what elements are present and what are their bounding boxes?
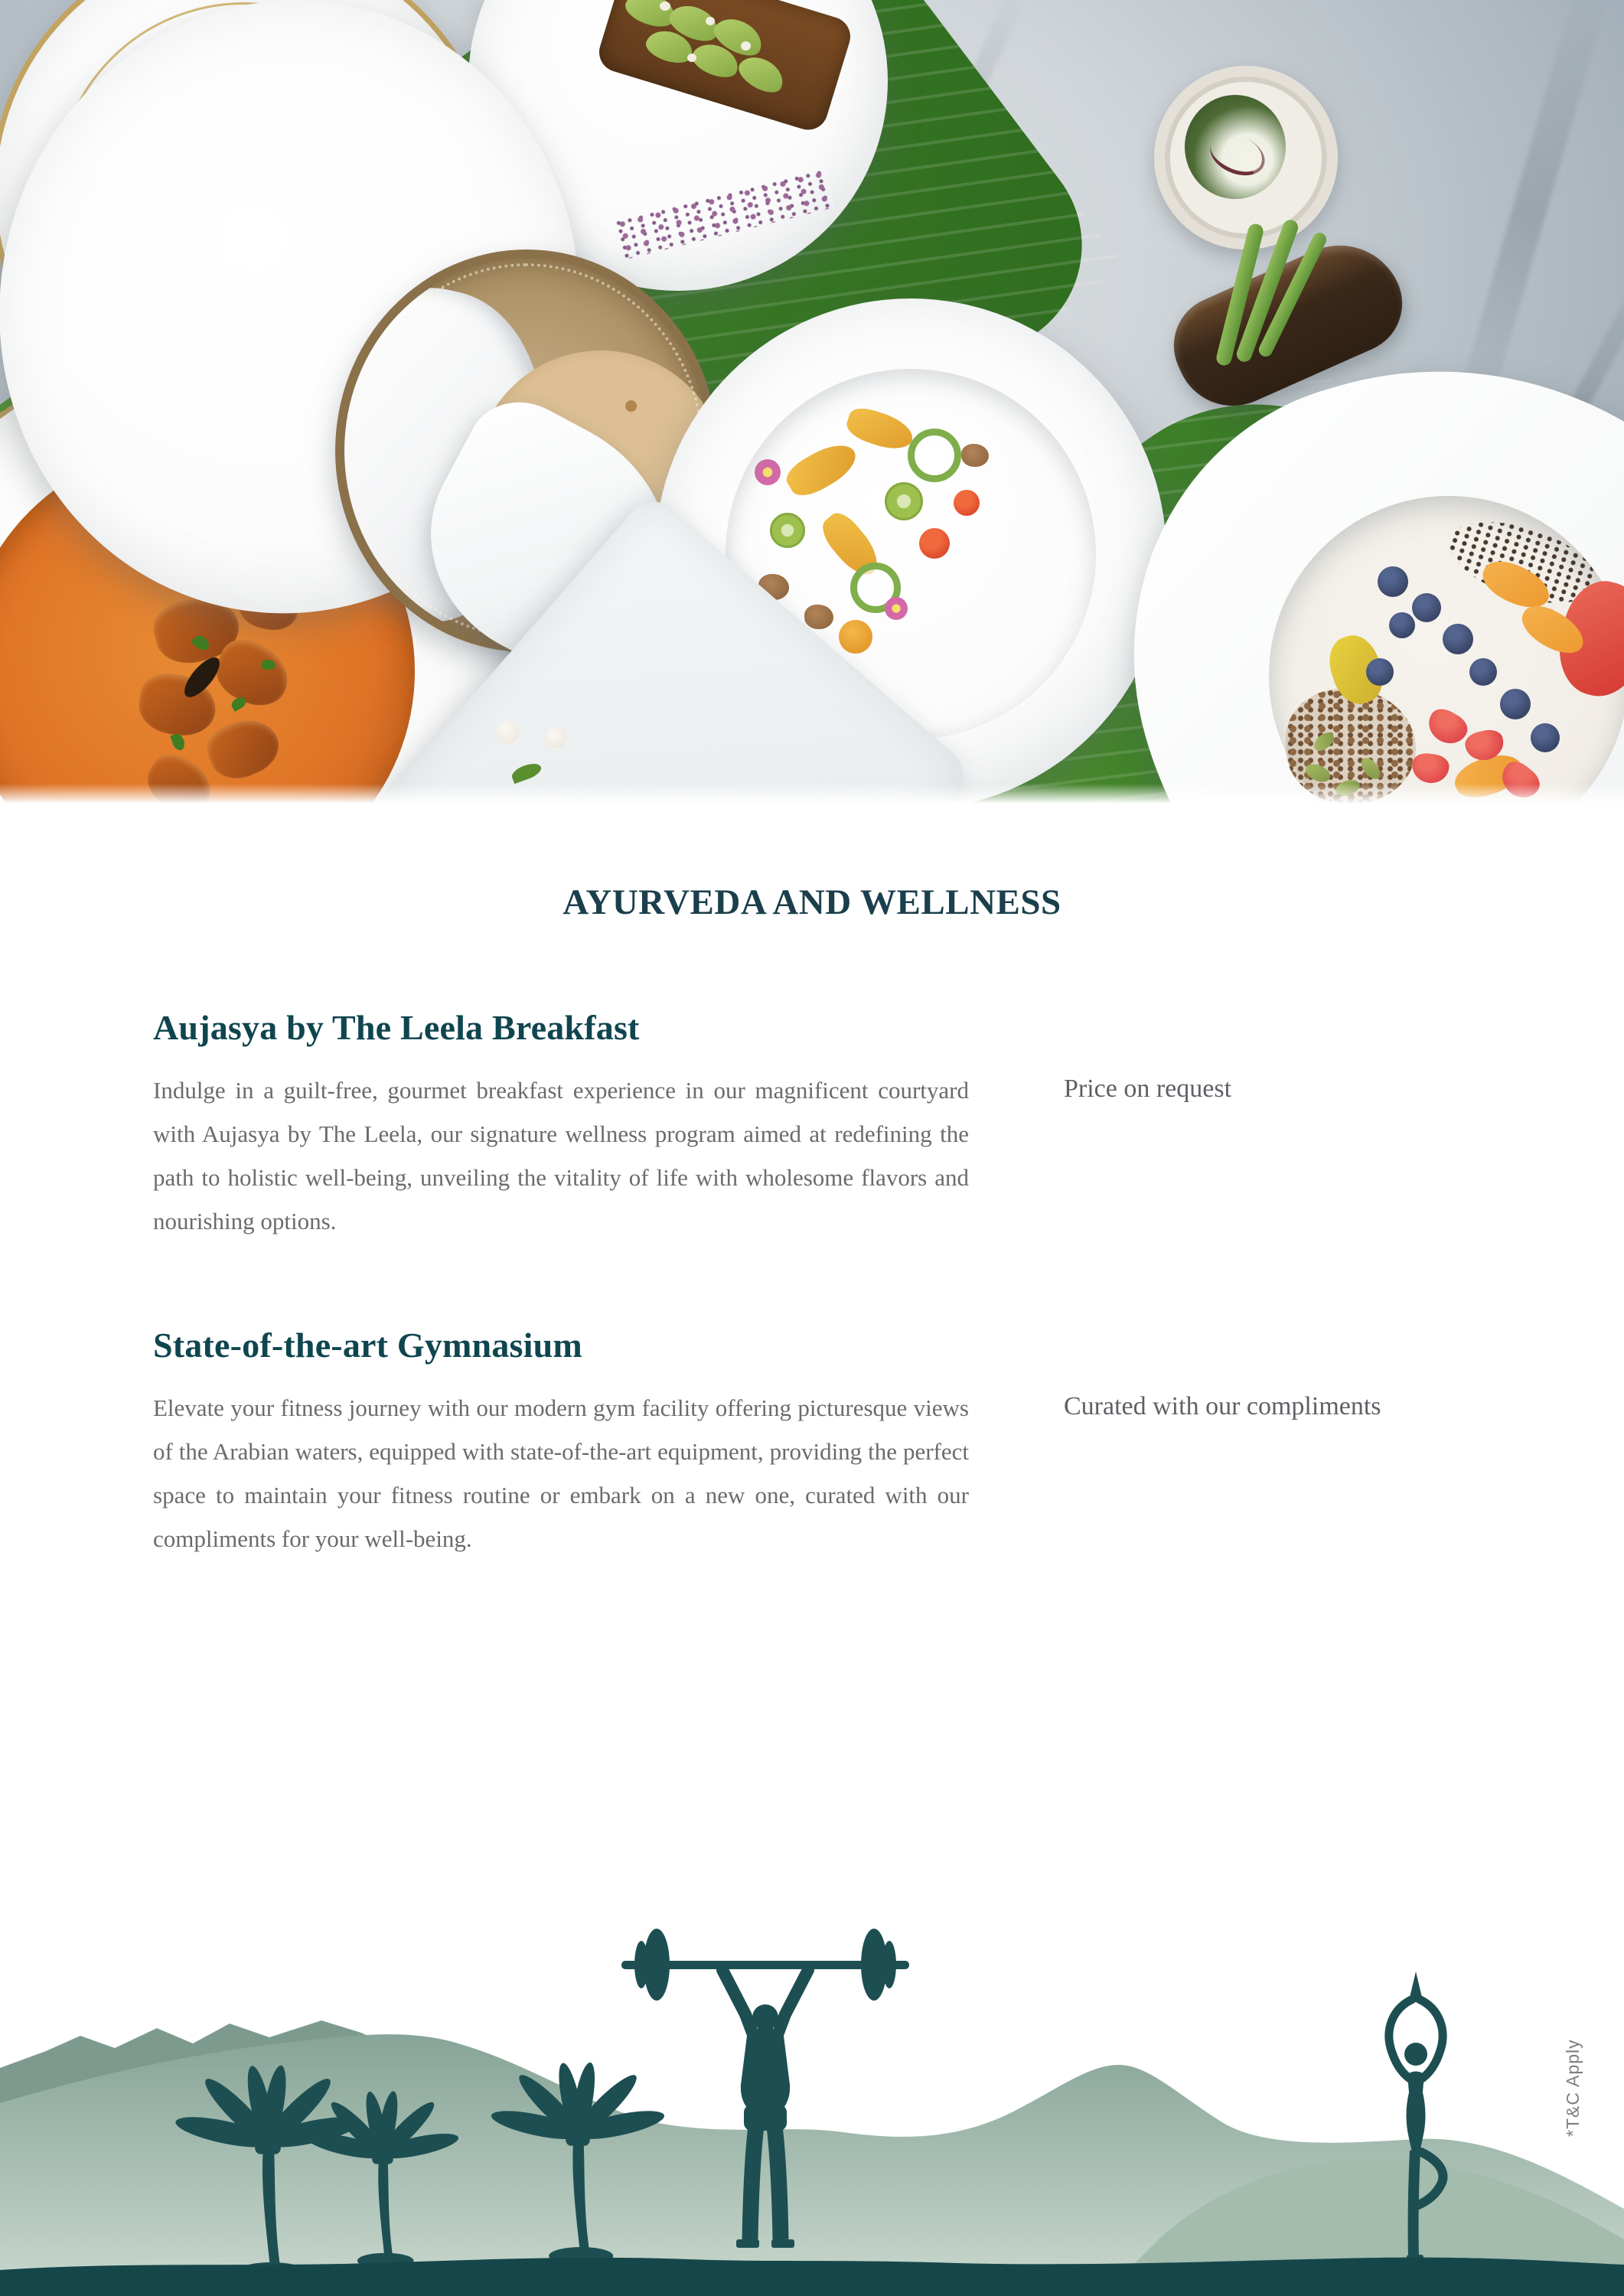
section-body-gymnasium: Elevate your fitness journey with our modern gym facility offering picturesque views of the Arabian waters, equipped with state-of-the-art equipment, providing the perfect space to maintain your fitness routine or embark on a new one, curated with our compliments for your well-being.: [153, 1394, 969, 1552]
cherry-tomato: [919, 528, 950, 559]
microgreens-garnish: [612, 167, 837, 261]
price-note-gymnasium: Curated with our compliments: [1064, 1392, 1381, 1420]
kiwi-slice: [770, 513, 805, 548]
breakfast-spread-photo: [0, 0, 1624, 804]
walnut: [961, 444, 989, 467]
blueberry: [1469, 658, 1497, 686]
cucumber-ribbon: [850, 563, 901, 613]
cheese-crumb: [660, 2, 670, 11]
cheese-crumb: [706, 17, 715, 25]
blueberry: [1366, 658, 1394, 686]
cheese-crumb: [687, 54, 696, 62]
edible-flower: [755, 459, 781, 485]
photo-bottom-fade: [0, 784, 1624, 804]
mango-wedge: [816, 507, 887, 583]
blueberry: [1412, 593, 1441, 622]
section-heading-gymnasium: State-of-the-art Gymnasium: [153, 1326, 582, 1365]
page-title: AYURVEDA AND WELLNESS: [563, 882, 1061, 922]
blueberry: [1531, 723, 1560, 752]
section-heading-breakfast: Aujasya by The Leela Breakfast: [153, 1008, 640, 1047]
blueberry: [1378, 566, 1408, 597]
section-body-breakfast: Indulge in a guilt-free, gourmet breakfast experience in our magnificent courtyard with Aujasya by The Leela, our signature wellness program aimed at redefining the path to holistic well-being, unveiling the vitality of life with wholesome flavors and nourishing options.: [153, 1077, 969, 1234]
cherry-tomato: [954, 490, 980, 516]
wellness-footer-illustration: [0, 1821, 1624, 2296]
price-note-breakfast: Price on request: [1064, 1075, 1232, 1103]
blueberry: [1443, 624, 1473, 654]
ramekin: [1154, 66, 1338, 249]
kiwi-slice: [885, 482, 923, 520]
curry-chunk: [201, 709, 286, 787]
mango-wedge: [781, 435, 863, 503]
blueberry: [1500, 689, 1531, 719]
blueberry: [1389, 612, 1415, 638]
tnc-note: *T&C Apply: [1563, 2039, 1583, 2137]
edible-flower: [885, 597, 908, 620]
mango-wedge: [843, 403, 918, 455]
golden-berry: [839, 620, 872, 654]
cheese-crumb: [741, 41, 751, 51]
garnish-dot: [545, 727, 566, 748]
cucumber-ribbon: [908, 429, 961, 482]
walnut: [804, 605, 833, 629]
garnish-dot: [496, 721, 519, 744]
